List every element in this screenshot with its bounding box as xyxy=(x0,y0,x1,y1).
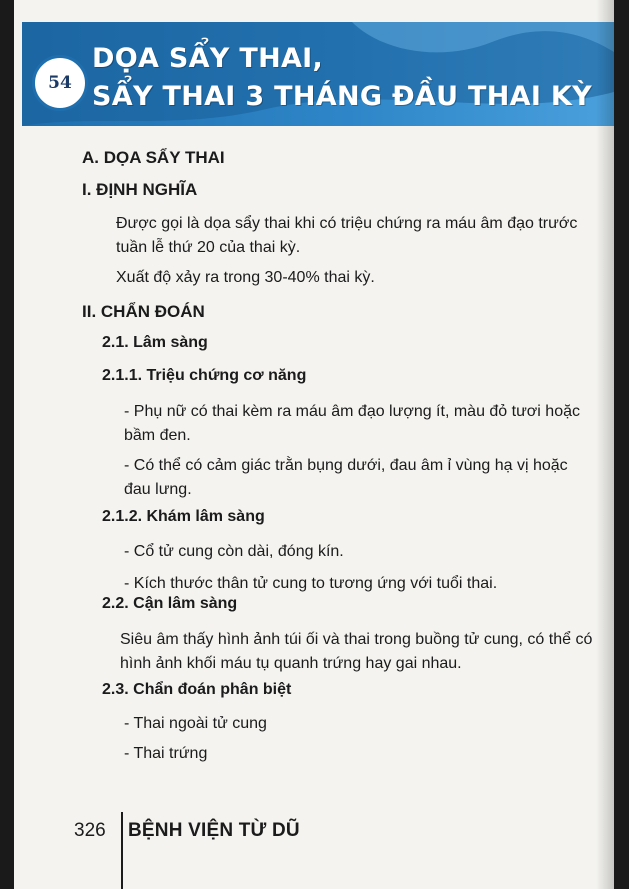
chapter-title xyxy=(92,40,602,116)
footer-brand: BỆNH VIỆN TỪ DŨ xyxy=(128,820,300,841)
definition-paragraph-1: Được gọi là dọa sẩy thai khi có triệu chứng ra máu âm đạo trước tuần lễ thứ 20 của thai kỳ. xyxy=(116,215,578,256)
definition-paragraph-2: Xuất độ xảy ra trong 30-40% thai kỳ. xyxy=(116,269,375,286)
chapter-title-line2: SẨY THAI 3 THÁNG ĐẦU THAI KỲ xyxy=(92,81,592,112)
symptom-item-2: - Có thể có cảm giác trằn bụng dưới, đau âm ỉ vùng hạ vị hoặc đau lưng. xyxy=(124,457,568,498)
footer-divider xyxy=(121,812,123,889)
paraclinical-heading: 2.2. Cận lâm sàng xyxy=(102,595,238,612)
exam-heading: 2.1.2. Khám lâm sàng xyxy=(102,508,265,525)
differential-heading: 2.3. Chẩn đoán phân biệt xyxy=(102,681,292,698)
section-a-heading: A. DỌA SẨY THAI xyxy=(82,148,225,167)
definition-heading: I. ĐỊNH NGHĨA xyxy=(82,180,198,199)
symptom-item-1: - Phụ nữ có thai kèm ra máu âm đạo lượng ít, màu đỏ tươi hoặc bầm đen. xyxy=(124,403,580,444)
paraclinical-text: Siêu âm thấy hình ảnh túi ối và thai trong buồng tử cung, có thể có hình ảnh khối máu tụ quanh trứng hay gai nhau. xyxy=(120,631,593,672)
diagnosis-heading: II. CHẨN ĐOÁN xyxy=(82,302,205,321)
exam-item-1: - Cổ tử cung còn dài, đóng kín. xyxy=(124,543,344,560)
chapter-title-line1: DỌA SẨY THAI, xyxy=(92,43,324,74)
clinical-heading: 2.1. Lâm sàng xyxy=(102,334,208,351)
exam-item-2: - Kích thước thân tử cung to tương ứng với tuổi thai. xyxy=(124,575,498,592)
chapter-number: 54 xyxy=(48,73,72,93)
differential-item-2: - Thai trứng xyxy=(124,745,208,762)
page-edge-shadow xyxy=(596,0,614,889)
page-number: 326 xyxy=(74,820,106,841)
differential-item-1: - Thai ngoài tử cung xyxy=(124,715,267,732)
book-page xyxy=(14,0,614,889)
chapter-number-badge xyxy=(32,55,88,111)
symptoms-heading: 2.1.1. Triệu chứng cơ năng xyxy=(102,367,307,384)
